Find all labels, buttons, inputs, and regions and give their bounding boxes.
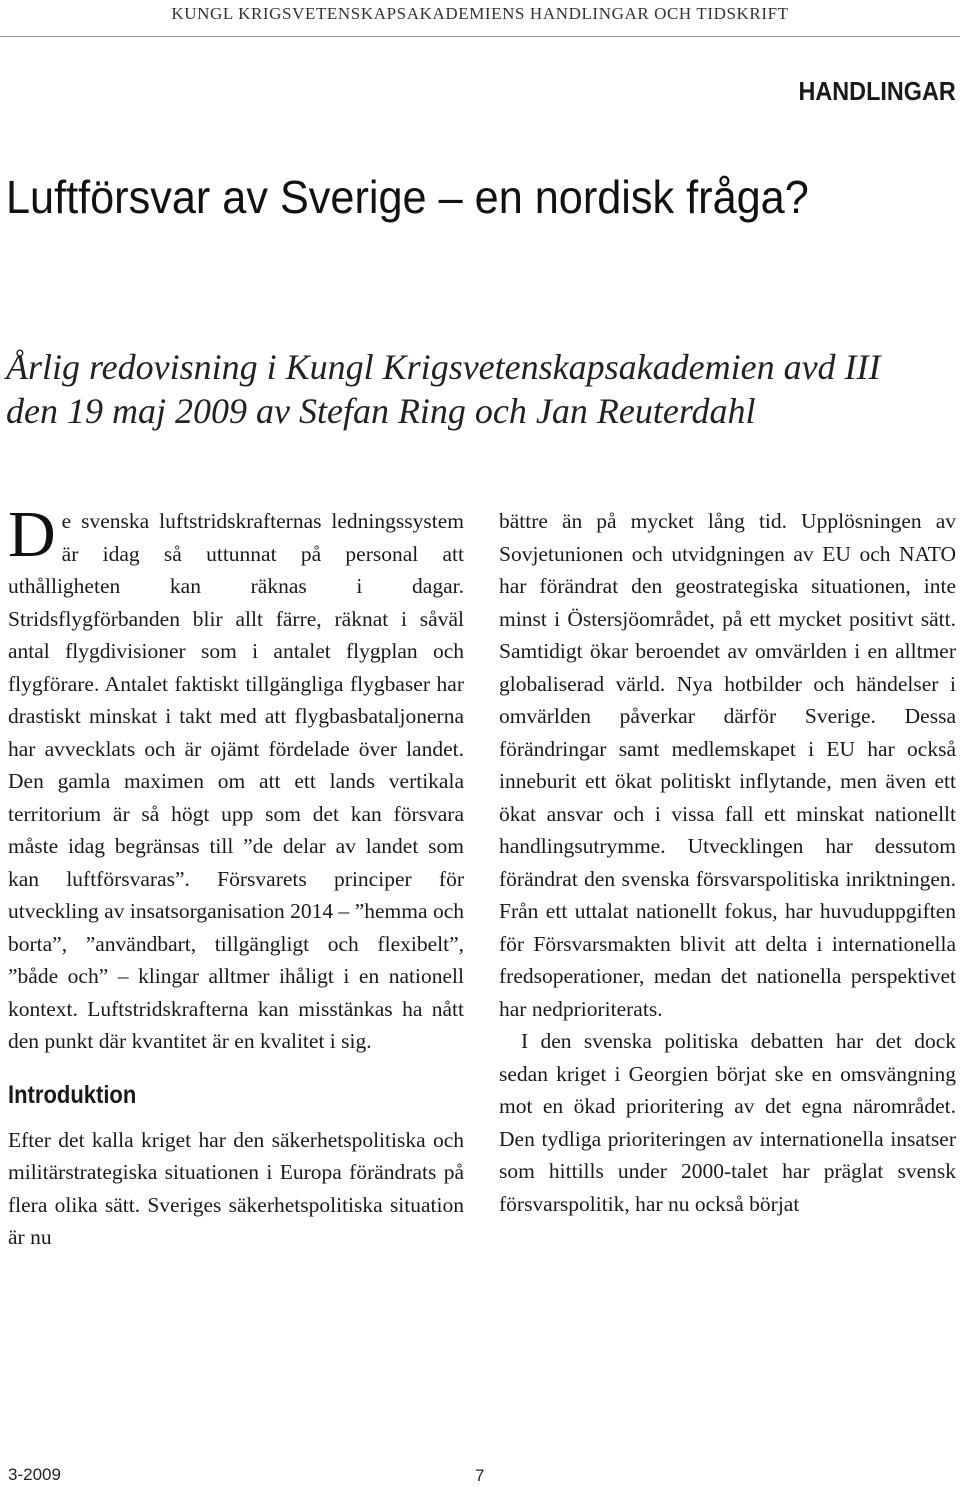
right-column	[499, 505, 956, 1220]
running-header: KUNGL KRIGSVETENSKAPSAKADEMIENS HANDLINGAR OCH TIDSKRIFT	[0, 0, 960, 37]
introduktion-paragraph: Efter det kalla kriget har den säkerhetspolitiska och militärstrategiska situationen i Europa förändrats på flera olika sätt. Sveriges säkerhetspolitiska situation är nu	[8, 1127, 464, 1249]
right-paragraph-1: bättre än på mycket lång tid. Upplösningen av Sovjetunionen och utvidgningen av EU och NATO har förändrat den geostrategiska situationen, inte minst i Östersjöområdet, på ett mycket positivt sätt. Samtidigt ökar beroendet av omvärlden i en alltmer globaliserad värld. Nya hotbilder och händelser i omvärlden påverkar därför Sverige. Dessa förändringar samt medlemskapet i EU har också inneburit ett ökat politiskt inflytande, men även ett ökat ansvar och i vissa fall ett minskat nationellt handlingsutrymme. Utvecklingen har dessutom förändrat den svenska försvarspolitiska inriktningen. Från ett uttalat nationellt fokus, har huvuduppgiften för Försvarsmakten blivit att delta i internationella fredsoperationer, medan det nationella perspektivet har nedprioriterats.	[499, 509, 956, 1021]
subtitle-line-2: den 19 maj 2009 av Stefan Ring och Jan Reuterdahl	[6, 391, 756, 431]
right-paragraph-2: I den svenska politiska debatten har det dock sedan kriget i Georgien börjat ske en omsvängning mot en ökad prioritering av det egna närområdet. Den tydliga prioriteringen av internationella insatser som hittills under 2000-talet har präglat svensk försvarspolitik, har nu också börjat	[499, 1029, 956, 1216]
subtitle-line-1: Årlig redovisning i Kungl Krigsvetenskapsakademien avd III	[6, 347, 881, 387]
section-heading: Introduktion	[8, 1080, 137, 1109]
left-column	[8, 498, 464, 1254]
article-subtitle	[6, 345, 956, 433]
intro-text: e svenska luftstridskrafternas ledningssystem är idag så uttunnat på personal att uthålligheten kan räknas i dagar. Stridsflygförbanden blir allt färre, räknat i såväl antal flygdivisioner som i antalet flygplan och flygförare. Antalet faktiskt tillgängliga flygbaser har drastiskt minskat i takt med att flygbasbataljonerna har avvecklats och är ojämt fördelade över landet. Den gamla maximen om att ett lands vertikala territorium är så högt upp som det kan försvara måste idag begränsas till ”de delar av landet som kan luftförsvaras”. Försvarets principer för utveckling av insatsorganisation 2014 – ”hemma och borta”, ”användbart, tillgängligt och flexibelt”, ”både och” – klingar alltmer ihåligt i en nationell kontext. Luftstridskrafterna kan misstänkas ha nått den punkt där kvantitet är en kvalitet i sig.	[8, 509, 464, 1053]
issue-number: 3-2009	[8, 1465, 61, 1484]
page-number: 7	[475, 1466, 485, 1485]
intro-paragraph	[8, 498, 464, 1058]
drop-cap: D	[8, 498, 56, 571]
article-title: Luftförsvar av Sverige – en nordisk fråga?	[6, 171, 809, 223]
section-label: HANDLINGAR	[798, 76, 956, 106]
